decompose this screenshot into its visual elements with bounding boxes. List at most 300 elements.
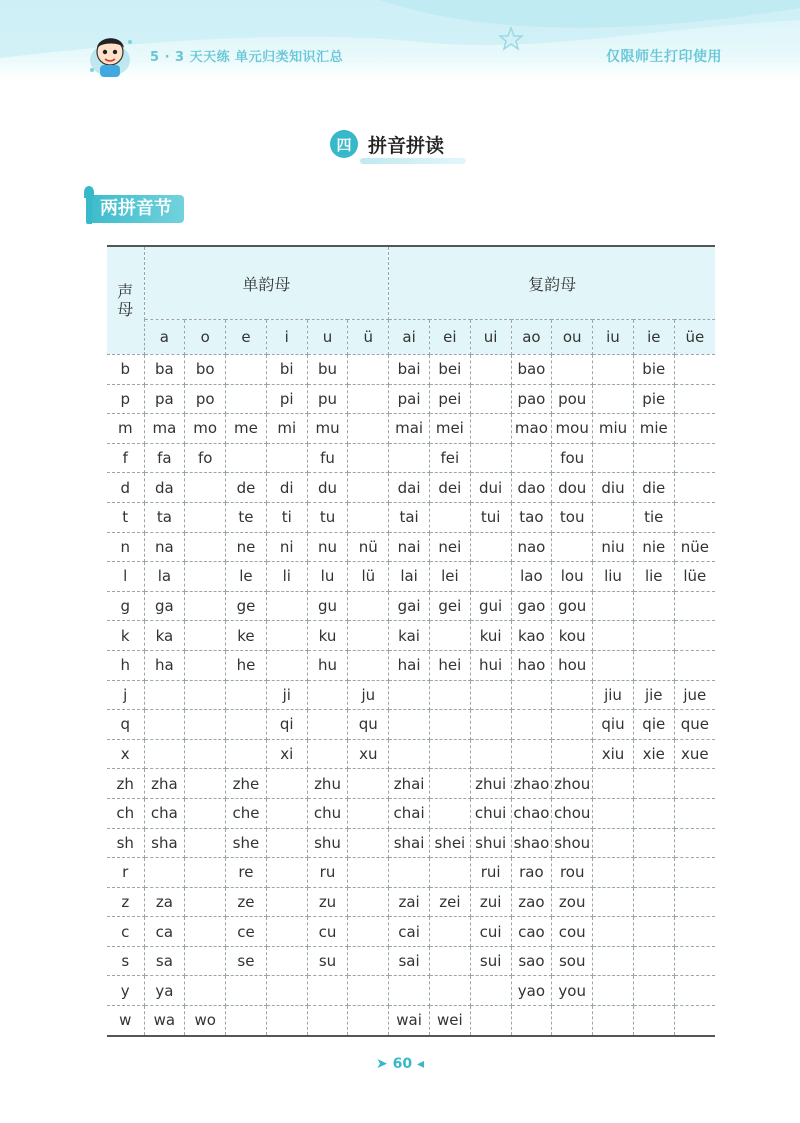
- initials-header: 声母: [107, 246, 144, 355]
- syllable-cell: mie: [633, 414, 674, 444]
- syllable-cell: che: [226, 798, 267, 828]
- syllable-cell: chai: [389, 798, 430, 828]
- table-row: [107, 414, 715, 444]
- table-row: [107, 443, 715, 473]
- syllable-cell: lei: [429, 562, 470, 592]
- initial-cell: k: [107, 621, 144, 651]
- table-row: [107, 473, 715, 503]
- syllable-cell: ya: [144, 976, 185, 1006]
- syllable-cell: [593, 591, 634, 621]
- vowel-header-cell: u: [307, 320, 348, 355]
- syllable-cell: pai: [389, 384, 430, 414]
- syllable-cell: ke: [226, 621, 267, 651]
- syllable-cell: bao: [511, 355, 552, 385]
- syllable-cell: [470, 562, 511, 592]
- vowel-header-cell: e: [226, 320, 267, 355]
- syllable-cell: [144, 739, 185, 769]
- table-group-header-row: [107, 246, 715, 320]
- syllable-cell: bo: [185, 355, 226, 385]
- table-row: [107, 591, 715, 621]
- syllable-cell: fou: [552, 443, 593, 473]
- syllable-cell: kui: [470, 621, 511, 651]
- syllable-cell: cao: [511, 917, 552, 947]
- syllable-cell: [185, 680, 226, 710]
- syllable-cell: [185, 917, 226, 947]
- syllable-cell: [348, 473, 389, 503]
- syllable-cell: chui: [470, 798, 511, 828]
- syllable-cell: zhou: [552, 769, 593, 799]
- syllable-cell: nu: [307, 532, 348, 562]
- table-row: [107, 621, 715, 651]
- syllable-cell: [633, 650, 674, 680]
- syllable-cell: cha: [144, 798, 185, 828]
- syllable-cell: [470, 532, 511, 562]
- syllable-cell: sou: [552, 946, 593, 976]
- syllable-cell: [552, 710, 593, 740]
- syllable-cell: hou: [552, 650, 593, 680]
- syllable-cell: xie: [633, 739, 674, 769]
- syllable-cell: [348, 917, 389, 947]
- syllable-cell: [470, 384, 511, 414]
- syllable-cell: [144, 680, 185, 710]
- syllable-cell: ti: [266, 502, 307, 532]
- syllable-cell: ce: [226, 917, 267, 947]
- syllable-cell: ga: [144, 591, 185, 621]
- syllable-cell: [633, 887, 674, 917]
- syllable-cell: wa: [144, 1006, 185, 1036]
- syllable-cell: sui: [470, 946, 511, 976]
- syllable-cell: [307, 680, 348, 710]
- vowel-header-cell: i: [266, 320, 307, 355]
- syllable-cell: pa: [144, 384, 185, 414]
- syllable-cell: [429, 976, 470, 1006]
- initial-cell: l: [107, 562, 144, 592]
- syllable-cell: [470, 739, 511, 769]
- syllable-cell: zha: [144, 769, 185, 799]
- syllable-cell: [266, 917, 307, 947]
- syllable-cell: bu: [307, 355, 348, 385]
- syllable-cell: [266, 887, 307, 917]
- vowel-header-cell: ie: [633, 320, 674, 355]
- subheading: [86, 194, 184, 224]
- syllable-cell: [593, 384, 634, 414]
- syllable-cell: [429, 710, 470, 740]
- syllable-cell: pei: [429, 384, 470, 414]
- vowel-header-cell: ui: [470, 320, 511, 355]
- syllable-cell: [348, 976, 389, 1006]
- syllable-cell: [389, 680, 430, 710]
- vowel-header-cell: a: [144, 320, 185, 355]
- syllable-cell: [429, 739, 470, 769]
- compound-finals-header: 复韵母: [389, 246, 715, 320]
- pinyin-table: [107, 245, 715, 1037]
- syllable-cell: chu: [307, 798, 348, 828]
- syllable-cell: zou: [552, 887, 593, 917]
- syllable-cell: shou: [552, 828, 593, 858]
- syllable-cell: [674, 798, 715, 828]
- syllable-cell: liu: [593, 562, 634, 592]
- table-row: [107, 355, 715, 385]
- syllable-cell: cou: [552, 917, 593, 947]
- syllable-cell: [348, 828, 389, 858]
- syllable-cell: [389, 976, 430, 1006]
- syllable-cell: cui: [470, 917, 511, 947]
- syllable-cell: nüe: [674, 532, 715, 562]
- syllable-cell: [185, 858, 226, 888]
- single-finals-header: 单韵母: [144, 246, 389, 320]
- syllable-cell: ni: [266, 532, 307, 562]
- syllable-cell: diu: [593, 473, 634, 503]
- syllable-cell: zei: [429, 887, 470, 917]
- syllable-cell: [348, 1006, 389, 1036]
- syllable-cell: [470, 680, 511, 710]
- vowel-header-cell: o: [185, 320, 226, 355]
- syllable-cell: xi: [266, 739, 307, 769]
- syllable-cell: [674, 355, 715, 385]
- syllable-cell: chao: [511, 798, 552, 828]
- syllable-cell: ku: [307, 621, 348, 651]
- syllable-cell: ju: [348, 680, 389, 710]
- syllable-cell: [674, 650, 715, 680]
- syllable-cell: gou: [552, 591, 593, 621]
- initial-cell: m: [107, 414, 144, 444]
- syllable-cell: he: [226, 650, 267, 680]
- syllable-cell: [674, 414, 715, 444]
- syllable-cell: [266, 621, 307, 651]
- initial-cell: g: [107, 591, 144, 621]
- syllable-cell: [226, 355, 267, 385]
- syllable-cell: sa: [144, 946, 185, 976]
- syllable-cell: [266, 976, 307, 1006]
- syllable-cell: za: [144, 887, 185, 917]
- syllable-cell: zhai: [389, 769, 430, 799]
- syllable-cell: ge: [226, 591, 267, 621]
- syllable-cell: [552, 680, 593, 710]
- syllable-cell: zhu: [307, 769, 348, 799]
- syllable-cell: miu: [593, 414, 634, 444]
- syllable-cell: [429, 917, 470, 947]
- subheading-text: 两拼音节: [92, 195, 184, 223]
- syllable-cell: bie: [633, 355, 674, 385]
- syllable-cell: [185, 739, 226, 769]
- initial-cell: n: [107, 532, 144, 562]
- syllable-cell: [674, 502, 715, 532]
- syllable-cell: [633, 858, 674, 888]
- section-title-text: 拼音拼读: [364, 131, 466, 158]
- syllable-cell: mi: [266, 414, 307, 444]
- syllable-cell: [185, 976, 226, 1006]
- syllable-cell: kao: [511, 621, 552, 651]
- syllable-cell: tie: [633, 502, 674, 532]
- syllable-cell: she: [226, 828, 267, 858]
- syllable-cell: [511, 443, 552, 473]
- syllable-cell: [674, 473, 715, 503]
- initial-cell: r: [107, 858, 144, 888]
- syllable-cell: gu: [307, 591, 348, 621]
- syllable-cell: [633, 1006, 674, 1036]
- syllable-cell: [633, 591, 674, 621]
- header-usage-note: 仅限师生打印使用: [606, 49, 722, 65]
- syllable-cell: [185, 591, 226, 621]
- syllable-cell: [429, 680, 470, 710]
- syllable-cell: [674, 769, 715, 799]
- page-number-text: 60: [392, 1056, 413, 1072]
- syllable-cell: qiu: [593, 710, 634, 740]
- syllable-cell: [185, 502, 226, 532]
- vowel-header-cell: ou: [552, 320, 593, 355]
- syllable-cell: [511, 680, 552, 710]
- syllable-cell: rou: [552, 858, 593, 888]
- syllable-cell: [266, 946, 307, 976]
- syllable-cell: dou: [552, 473, 593, 503]
- syllable-cell: gai: [389, 591, 430, 621]
- syllable-cell: te: [226, 502, 267, 532]
- syllable-cell: [470, 1006, 511, 1036]
- initial-cell: b: [107, 355, 144, 385]
- syllable-cell: sai: [389, 946, 430, 976]
- syllable-cell: mei: [429, 414, 470, 444]
- syllable-cell: [552, 1006, 593, 1036]
- syllable-cell: me: [226, 414, 267, 444]
- vowel-header-cell: üe: [674, 320, 715, 355]
- syllable-cell: que: [674, 710, 715, 740]
- syllable-cell: [185, 710, 226, 740]
- initial-cell: j: [107, 680, 144, 710]
- syllable-cell: [633, 976, 674, 1006]
- syllable-cell: [633, 769, 674, 799]
- initial-cell: s: [107, 946, 144, 976]
- vowel-header-cell: iu: [593, 320, 634, 355]
- syllable-cell: [593, 650, 634, 680]
- syllable-cell: mo: [185, 414, 226, 444]
- syllable-cell: [185, 769, 226, 799]
- syllable-cell: ta: [144, 502, 185, 532]
- syllable-cell: [266, 798, 307, 828]
- syllable-cell: pao: [511, 384, 552, 414]
- syllable-cell: [633, 621, 674, 651]
- syllable-cell: [429, 858, 470, 888]
- syllable-cell: [185, 621, 226, 651]
- table-row: [107, 976, 715, 1006]
- syllable-cell: dai: [389, 473, 430, 503]
- syllable-cell: [470, 710, 511, 740]
- table-row: [107, 650, 715, 680]
- mascot-boy-icon: [84, 30, 140, 80]
- syllable-cell: rui: [470, 858, 511, 888]
- syllable-cell: wei: [429, 1006, 470, 1036]
- syllable-cell: nü: [348, 532, 389, 562]
- syllable-cell: mai: [389, 414, 430, 444]
- syllable-cell: [266, 650, 307, 680]
- syllable-cell: xu: [348, 739, 389, 769]
- syllable-cell: shao: [511, 828, 552, 858]
- syllable-cell: [674, 917, 715, 947]
- syllable-cell: [552, 739, 593, 769]
- syllable-cell: su: [307, 946, 348, 976]
- syllable-cell: [266, 591, 307, 621]
- syllable-cell: shui: [470, 828, 511, 858]
- syllable-cell: lai: [389, 562, 430, 592]
- syllable-cell: tui: [470, 502, 511, 532]
- syllable-cell: ka: [144, 621, 185, 651]
- syllable-cell: [348, 650, 389, 680]
- syllable-cell: lou: [552, 562, 593, 592]
- syllable-cell: qu: [348, 710, 389, 740]
- syllable-cell: sha: [144, 828, 185, 858]
- table-row: [107, 562, 715, 592]
- syllable-cell: [593, 828, 634, 858]
- syllable-cell: ba: [144, 355, 185, 385]
- syllable-cell: fo: [185, 443, 226, 473]
- syllable-cell: re: [226, 858, 267, 888]
- syllable-cell: jiu: [593, 680, 634, 710]
- syllable-cell: chou: [552, 798, 593, 828]
- syllable-cell: [389, 858, 430, 888]
- syllable-cell: [593, 621, 634, 651]
- syllable-cell: [429, 502, 470, 532]
- table-row: [107, 769, 715, 799]
- table-row: [107, 1006, 715, 1036]
- syllable-cell: [593, 502, 634, 532]
- syllable-cell: rao: [511, 858, 552, 888]
- syllable-cell: [144, 858, 185, 888]
- table-row: [107, 532, 715, 562]
- syllable-cell: [266, 1006, 307, 1036]
- syllable-cell: nai: [389, 532, 430, 562]
- syllable-cell: [470, 355, 511, 385]
- syllable-cell: [348, 414, 389, 444]
- syllable-cell: [185, 798, 226, 828]
- syllable-cell: cu: [307, 917, 348, 947]
- syllable-cell: [266, 828, 307, 858]
- syllable-cell: lie: [633, 562, 674, 592]
- syllable-cell: ca: [144, 917, 185, 947]
- syllable-cell: zai: [389, 887, 430, 917]
- syllable-cell: tao: [511, 502, 552, 532]
- syllable-cell: du: [307, 473, 348, 503]
- syllable-cell: [348, 621, 389, 651]
- syllable-cell: [593, 769, 634, 799]
- syllable-cell: [593, 443, 634, 473]
- syllable-cell: se: [226, 946, 267, 976]
- syllable-cell: dei: [429, 473, 470, 503]
- syllable-cell: [593, 798, 634, 828]
- initial-cell: x: [107, 739, 144, 769]
- syllable-cell: pu: [307, 384, 348, 414]
- syllable-cell: [185, 473, 226, 503]
- syllable-cell: da: [144, 473, 185, 503]
- syllable-cell: nao: [511, 532, 552, 562]
- syllable-cell: sao: [511, 946, 552, 976]
- syllable-cell: [226, 1006, 267, 1036]
- syllable-cell: cai: [389, 917, 430, 947]
- syllable-cell: ru: [307, 858, 348, 888]
- table-row: [107, 828, 715, 858]
- syllable-cell: [429, 621, 470, 651]
- syllable-cell: [307, 1006, 348, 1036]
- syllable-cell: [185, 828, 226, 858]
- syllable-cell: di: [266, 473, 307, 503]
- syllable-cell: zhao: [511, 769, 552, 799]
- syllable-cell: [307, 739, 348, 769]
- syllable-cell: shu: [307, 828, 348, 858]
- syllable-cell: mu: [307, 414, 348, 444]
- syllable-cell: [674, 887, 715, 917]
- syllable-cell: kou: [552, 621, 593, 651]
- syllable-cell: shei: [429, 828, 470, 858]
- syllable-cell: qi: [266, 710, 307, 740]
- syllable-cell: pi: [266, 384, 307, 414]
- syllable-cell: [226, 710, 267, 740]
- syllable-cell: [144, 710, 185, 740]
- syllable-cell: [633, 946, 674, 976]
- syllable-cell: [470, 443, 511, 473]
- syllable-cell: [185, 650, 226, 680]
- syllable-cell: [511, 1006, 552, 1036]
- initial-cell: p: [107, 384, 144, 414]
- syllable-cell: yao: [511, 976, 552, 1006]
- syllable-cell: zu: [307, 887, 348, 917]
- syllable-cell: [348, 443, 389, 473]
- syllable-cell: zao: [511, 887, 552, 917]
- syllable-cell: mao: [511, 414, 552, 444]
- syllable-cell: pou: [552, 384, 593, 414]
- syllable-cell: dui: [470, 473, 511, 503]
- table-row: [107, 887, 715, 917]
- syllable-cell: [266, 858, 307, 888]
- syllable-cell: ha: [144, 650, 185, 680]
- table-row: [107, 798, 715, 828]
- initial-cell: f: [107, 443, 144, 473]
- left-arrow-icon: ➤: [376, 1056, 393, 1072]
- syllable-cell: [593, 355, 634, 385]
- syllable-cell: hei: [429, 650, 470, 680]
- syllable-cell: [674, 384, 715, 414]
- syllable-cell: [348, 858, 389, 888]
- syllable-cell: de: [226, 473, 267, 503]
- syllable-cell: tu: [307, 502, 348, 532]
- syllable-cell: kai: [389, 621, 430, 651]
- syllable-cell: [674, 946, 715, 976]
- section-title: [330, 128, 466, 160]
- syllable-cell: ji: [266, 680, 307, 710]
- syllable-cell: [633, 798, 674, 828]
- syllable-cell: tou: [552, 502, 593, 532]
- table-row: [107, 739, 715, 769]
- syllable-cell: [226, 680, 267, 710]
- syllable-cell: [226, 384, 267, 414]
- initial-cell: zh: [107, 769, 144, 799]
- table-row: [107, 680, 715, 710]
- syllable-cell: [348, 384, 389, 414]
- syllable-cell: zhui: [470, 769, 511, 799]
- syllable-cell: gui: [470, 591, 511, 621]
- vowel-header-cell: ao: [511, 320, 552, 355]
- syllable-cell: [389, 739, 430, 769]
- syllable-cell: lüe: [674, 562, 715, 592]
- syllable-cell: [593, 917, 634, 947]
- syllable-cell: li: [266, 562, 307, 592]
- syllable-cell: [552, 532, 593, 562]
- syllable-cell: ma: [144, 414, 185, 444]
- syllable-cell: hu: [307, 650, 348, 680]
- syllable-cell: lü: [348, 562, 389, 592]
- syllable-cell: [185, 532, 226, 562]
- table-row: [107, 710, 715, 740]
- syllable-cell: [348, 355, 389, 385]
- syllable-cell: [674, 858, 715, 888]
- syllable-cell: [674, 591, 715, 621]
